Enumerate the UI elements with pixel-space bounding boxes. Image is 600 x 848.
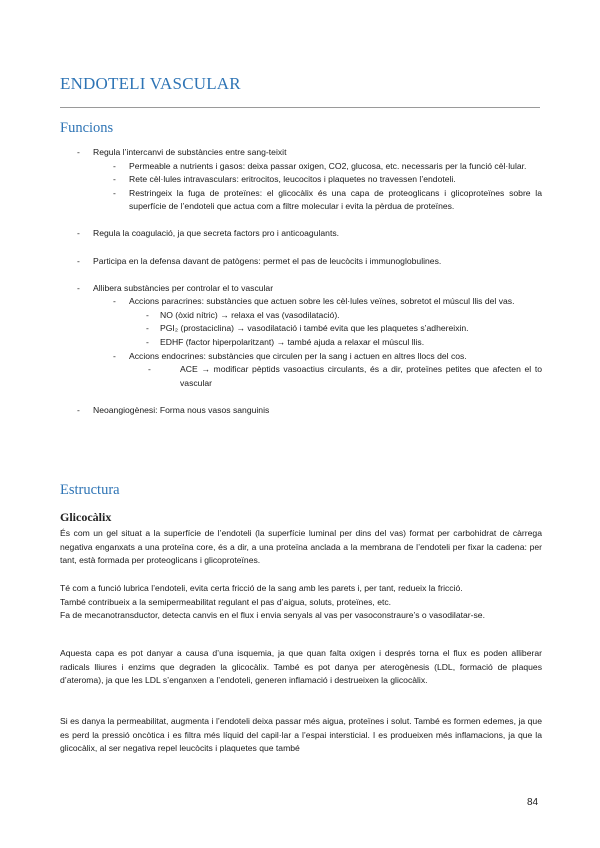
bullet-dash: - <box>148 364 151 375</box>
list-item <box>60 322 542 336</box>
list-item-text: Rete cèl·lules intravasculars: eritrocitos, leucocitos i plaquetes no travessen l’endoteli. <box>129 174 456 185</box>
list-item-text: ACE → modificar pèptids vasoactius circulants, és a dir, proteïnes petites que afecten el to vascular <box>180 364 542 388</box>
list-item <box>60 173 542 187</box>
bullet-dash: - <box>146 309 149 320</box>
list-item <box>60 295 542 309</box>
list-spacer <box>60 214 542 228</box>
paragraph: Fa de mecanotransductor, detecta canvis en el flux i envia senyals al vas per vasoconstraure’s o vasodilatar-se. <box>60 610 485 621</box>
bullet-dash: - <box>113 350 116 361</box>
bullet-dash: - <box>77 147 80 157</box>
bullet-dash: - <box>77 255 80 266</box>
list-item <box>60 187 542 214</box>
funcions-list <box>60 146 542 418</box>
list-item <box>60 160 542 174</box>
bullet-dash: - <box>146 337 149 348</box>
section-heading-estructura: Estructura <box>60 482 120 498</box>
list-item-text: Accions endocrines: substàncies que circulen per la sang i actuen en altres llocs del cos. <box>129 350 467 361</box>
list-item-text: Regula l’intercanvi de substàncies entre sang-teixit <box>93 147 287 157</box>
list-spacer <box>60 241 542 255</box>
list-item <box>60 336 542 350</box>
list-item-text: Accions paracrines: substàncies que actuen sobre les cèl·lules veïnes, sobretot el múscul llis del vas. <box>129 296 515 307</box>
paragraph: Si es danya la permeabilitat, augmenta i l’endoteli deixa passar més aigua, proteïnes i solut. També es formen edemes, ja que es perd la pressió oncòtica i es filtra més líquid del capil·lar a l’espai intersticial. I es produeixen més inflamacions, ja que la glicocàlix, al ser negativa repel leucòcits i plaquetes que també <box>60 716 542 754</box>
section-heading-funcions: Funcions <box>60 120 114 136</box>
list-item-text: Permeable a nutrients i gasos: deixa passar oxigen, CO2, glucosa, etc. necessaris per la funció cèl·lular. <box>129 160 527 171</box>
bullet-dash: - <box>113 174 116 185</box>
list-item-text: Allibera substàncies per controlar el to vascular <box>93 282 274 293</box>
bullet-dash: - <box>113 187 116 198</box>
list-item <box>60 255 542 269</box>
list-item-text: Restringeix la fuga de proteïnes: el glicocàlix és una capa de proteoglicans i glicoproteïnes sobre la superfície de l’endoteli que actua com a filtre molecular i evita la pèrdua de proteïnes. <box>129 187 542 212</box>
bullet-dash: - <box>113 296 116 307</box>
list-item <box>60 309 542 323</box>
bullet-dash: - <box>113 160 116 171</box>
list-item <box>60 146 542 160</box>
subsection-heading-glicocalix: Glicocàlix <box>60 510 112 524</box>
list-item-text: EDHF (factor hiperpolaritzant) → també ajuda a relaxar el múscul llis. <box>160 337 425 348</box>
paragraph: És com un gel situat a la superfície de l’endoteli (la superfície luminal per dins del vas) format per carbohidrat de càrrega negativa enganxats a una proteïna core, és a dir, a una proteïna anclada a la membrana de l’endoteli per fixar la cadena: per tant, està formada per proteoglicans i glicoproteïnes. <box>60 528 542 566</box>
bullet-dash: - <box>77 228 80 239</box>
list-spacer <box>60 390 542 404</box>
list-item <box>60 350 542 364</box>
list-spacer <box>60 268 542 282</box>
list-item-text: Regula la coagulació, ja que secreta factors pro i anticoagulants. <box>93 228 340 239</box>
paragraph: Aquesta capa es pot danyar a causa d’una isquemia, ja que quan falta oxigen i després torna el flux es poden alliberar radicals lliures i enzims que degraden la glicocàlix. També es pot danya per aterogènesis (LDL, formació de plaques d’ateroma), ja que les LDL s’enganxen a l’endoteli, generen inflamació i destrueixen la glicocàlix. <box>60 648 542 686</box>
list-item <box>60 282 542 296</box>
bullet-dash: - <box>77 282 80 293</box>
page-number: 84 <box>527 797 539 808</box>
list-item <box>60 363 542 390</box>
list-item-text: Participa en la defensa davant de patògens: permet el pas de leucòcits i immunoglobulines. <box>93 255 442 266</box>
paragraph: Té com a funció lubrica l’endoteli, evita certa fricció de la sang amb les parets i, per tant, redueix la fricció. <box>60 583 463 593</box>
list-item-text: PGI₂ (prostaciclina) → vasodilatació i també evita que les plaquetes s’adhereixin. <box>160 323 469 334</box>
list-item-text: NO (òxid nítric) → relaxa el vas (vasodilatació). <box>160 309 340 320</box>
list-item <box>60 404 542 418</box>
paragraph: També contribueix a la semipermeabilitat regulant el pas d’aigua, soluts, proteïnes, etc. <box>60 596 392 607</box>
title-divider <box>60 107 540 108</box>
bullet-dash: - <box>146 323 149 334</box>
bullet-dash: - <box>77 404 80 415</box>
document-title: ENDOTELI VASCULAR <box>60 74 241 93</box>
list-item <box>60 227 542 241</box>
list-item-text: Neoangiogènesi: Forma nous vasos sanguinis <box>93 404 270 415</box>
